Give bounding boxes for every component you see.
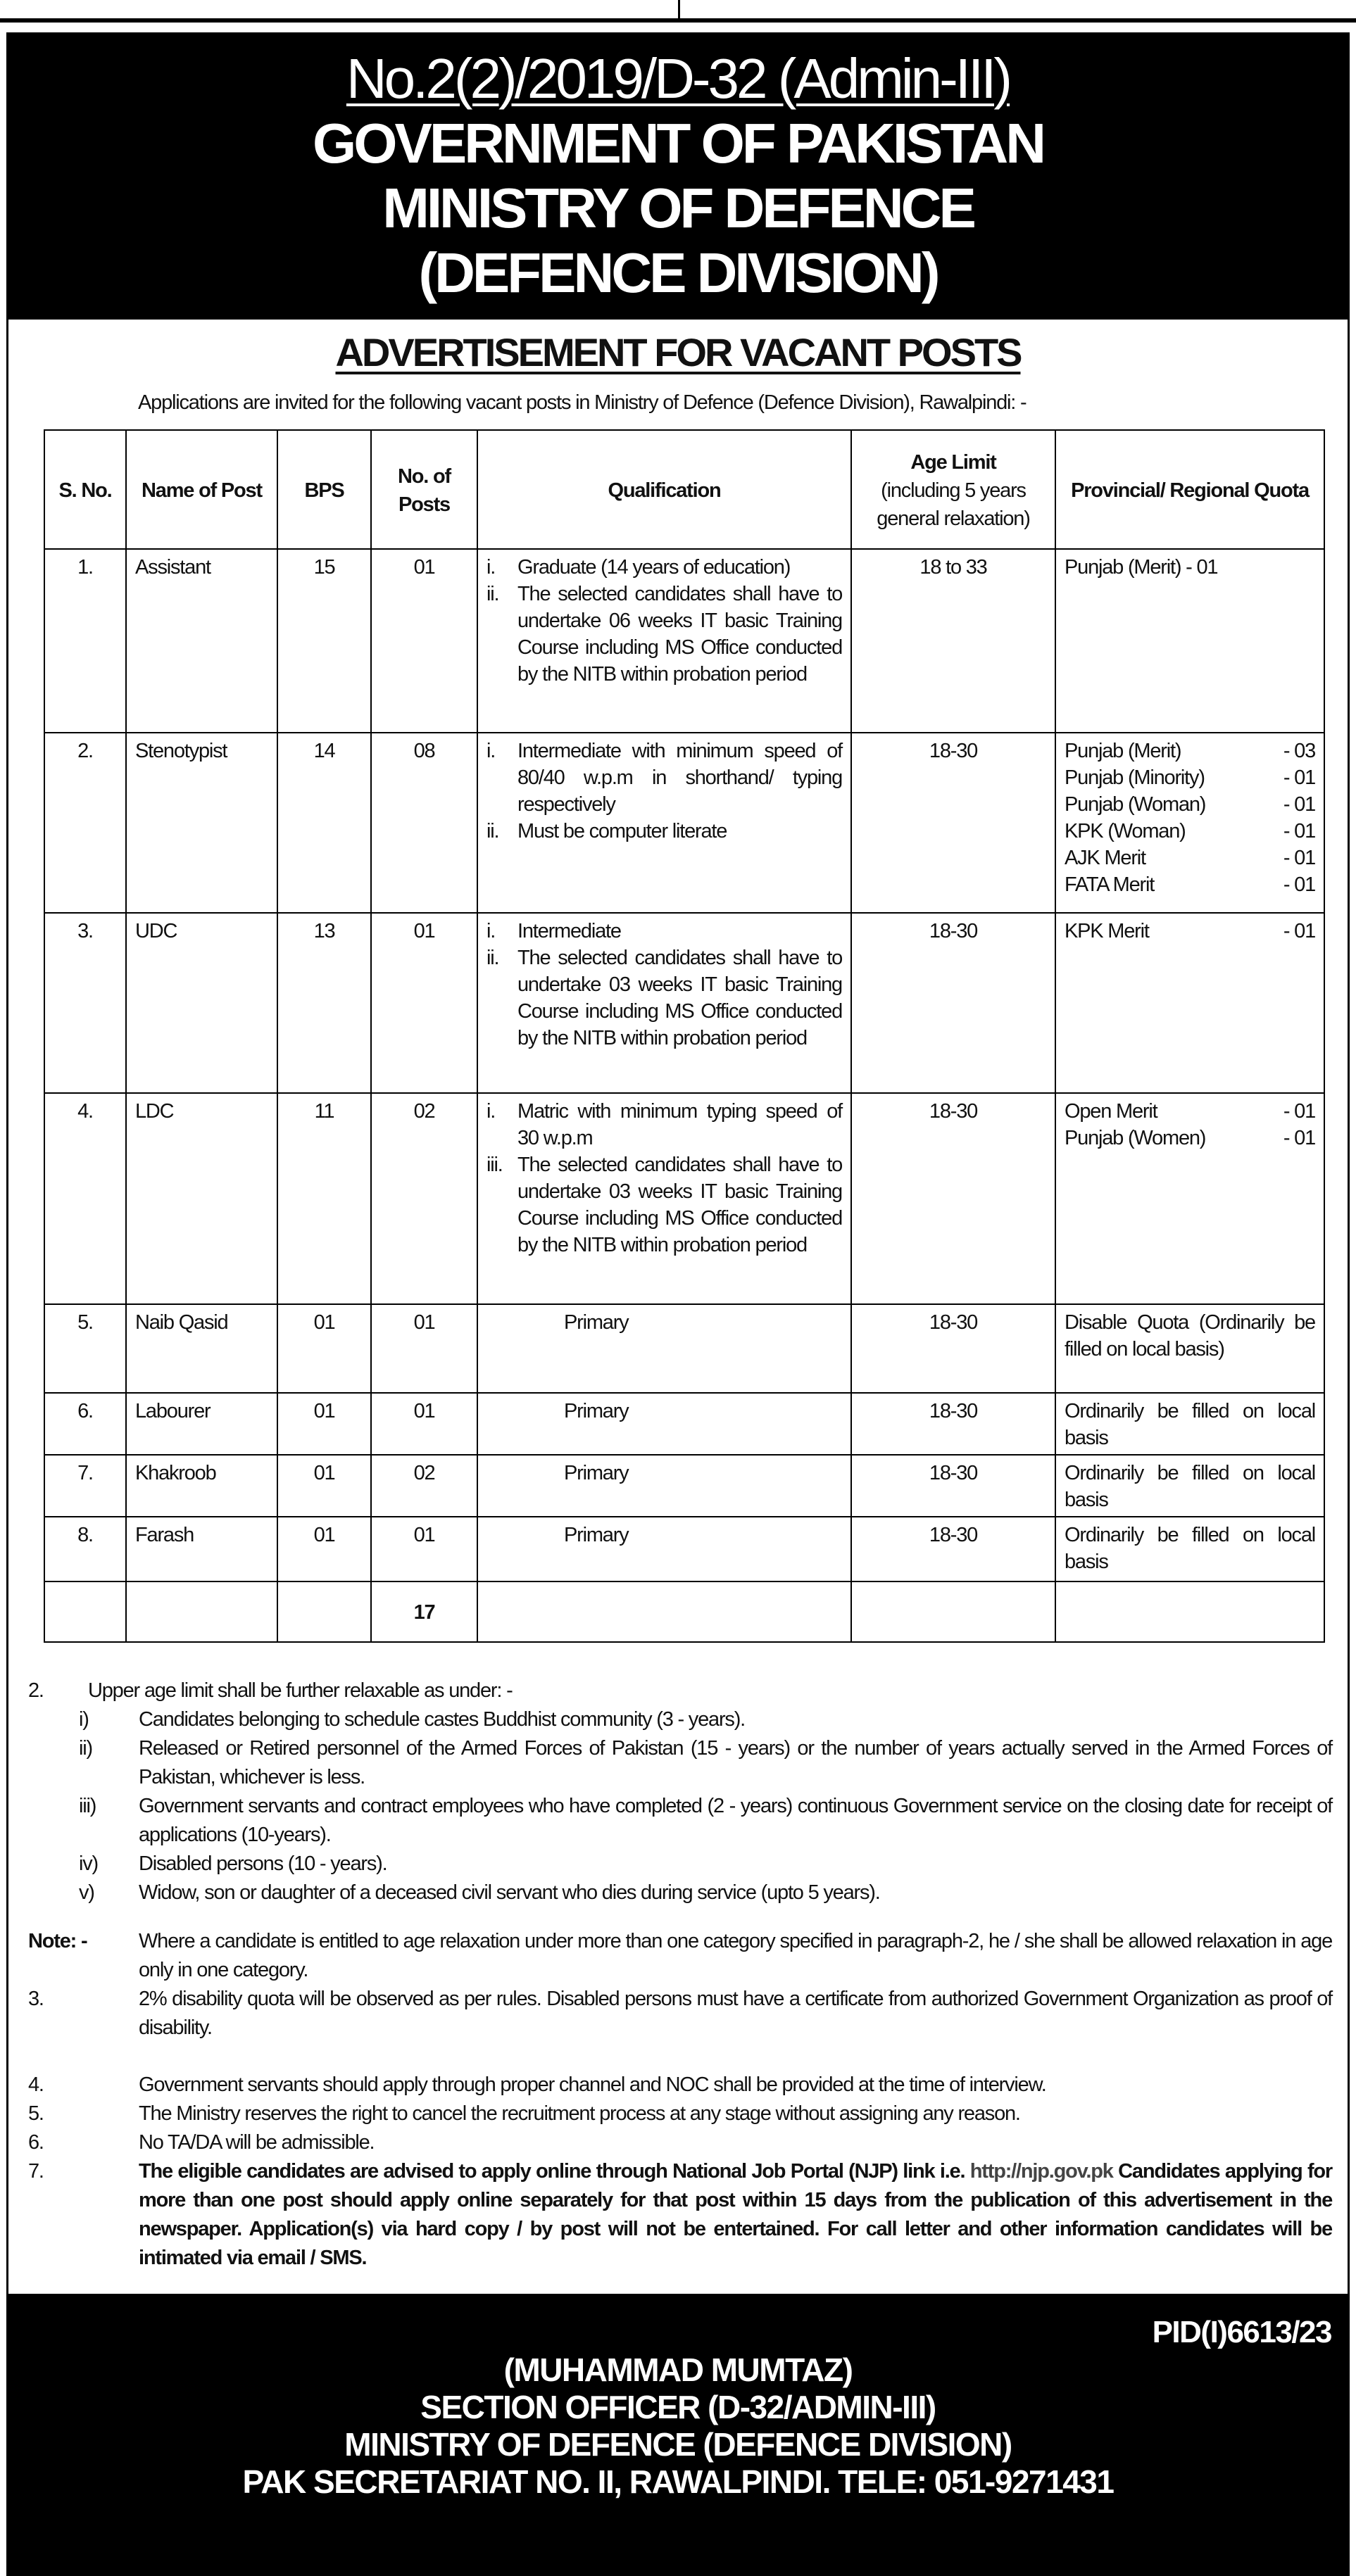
advertisement-page xyxy=(6,0,1350,2576)
cell-qualification xyxy=(477,733,851,913)
paragraph xyxy=(28,2128,1332,2157)
para-7-rest: Candidates applying for more than one post should apply online separately for that post within 15 days from the publication of this advertisement in the newspaper. Application(s) via hard copy / by post will not be entertained. For call letter and other information candidates will be intimated via email / SMS. xyxy=(139,2160,1332,2269)
cell-post-name: Assistant xyxy=(126,549,277,733)
item-text: Widow, son or daughter of a deceased civil servant who dies during service (upto 5 years). xyxy=(139,1881,880,1904)
signatory-address: PAK SECRETARIAT NO. II, RAWALPINDI. TELE: 051-9271431 xyxy=(242,2463,1114,2500)
reference-number: No.2(2)/2019/D-32 (Admin-III) xyxy=(346,47,1010,110)
cell-posts: 08 xyxy=(371,733,477,913)
quota-item xyxy=(1065,918,1315,945)
para-number: 7. xyxy=(28,2160,44,2183)
cell-sno: 3. xyxy=(44,913,126,1093)
cell-quota xyxy=(1055,1517,1324,1581)
quota-count: - 01 xyxy=(1283,820,1315,842)
cell-sno: 4. xyxy=(44,1093,126,1304)
cell-age: 18-30 xyxy=(851,1455,1055,1517)
age-subtitle: (including 5 years general relaxation) xyxy=(877,479,1030,530)
cell-quota xyxy=(1055,1455,1324,1517)
qualification-item xyxy=(486,818,842,845)
cell-posts: 01 xyxy=(371,913,477,1093)
table-row xyxy=(44,733,1324,913)
cell-post-name: Khakroob xyxy=(126,1455,277,1517)
cell-age: 18 to 33 xyxy=(851,549,1055,733)
item-marker: ii. xyxy=(486,583,499,605)
para-text: 2% disability quota will be observed as per rules. Disabled persons must have a certificate from authorized Government Organization as proof of disability. xyxy=(139,1988,1332,2039)
quota-text: Ordinarily be filled on local basis xyxy=(1065,1400,1315,1449)
cell-posts: 01 xyxy=(371,549,477,733)
cell-posts: 01 xyxy=(371,1304,477,1393)
cell-qualification xyxy=(477,1517,851,1581)
empty-cell xyxy=(1055,1581,1324,1642)
cell-quota xyxy=(1055,733,1324,913)
para-text: Upper age limit shall be further relaxable as under: - xyxy=(88,1679,513,1702)
quota-count: - 01 xyxy=(1283,873,1315,896)
item-text: Intermediate xyxy=(517,920,621,942)
item-marker: ii) xyxy=(79,1737,92,1760)
quota-label: FATA Merit xyxy=(1065,873,1155,896)
para-number: 6. xyxy=(28,2131,44,2154)
item-text: Released or Retired personnel of the Armed Forces of Pakistan (15 - years) or the number of years actually served in the Armed Forces of Pakistan, whichever is less. xyxy=(139,1737,1332,1788)
cell-qualification xyxy=(477,1455,851,1517)
cell-quota xyxy=(1055,549,1324,733)
table-row xyxy=(44,1393,1324,1455)
cell-bps: 01 xyxy=(277,1517,371,1581)
paragraph xyxy=(28,2100,1332,2128)
item-marker: v) xyxy=(79,1881,94,1904)
note-label: Note: - xyxy=(28,1930,87,1952)
cell-post-name: Farash xyxy=(126,1517,277,1581)
total-posts: 17 xyxy=(371,1581,477,1642)
signatory-office: MINISTRY OF DEFENCE (DEFENCE DIVISION) xyxy=(344,2426,1012,2463)
col-age xyxy=(851,430,1055,549)
footer-banner xyxy=(6,2294,1350,2576)
quota-label: KPK (Woman) xyxy=(1065,820,1186,842)
cell-age: 18-30 xyxy=(851,1304,1055,1393)
col-sno: S. No. xyxy=(44,430,126,549)
quota-item xyxy=(1065,791,1315,818)
qualification-item xyxy=(486,1098,842,1151)
item-text: Graduate (14 years of education) xyxy=(517,556,791,579)
relaxation-item xyxy=(28,1734,1332,1792)
note-text: Where a candidate is entitled to age relaxation under more than one category specified in paragraph-2, he / she shall be allowed relaxation in age only in one category. xyxy=(139,1930,1332,1981)
qualification-text: Primary xyxy=(564,1524,629,1546)
cell-post-name: Labourer xyxy=(126,1393,277,1455)
qualification-text: Primary xyxy=(564,1462,629,1484)
quota-item xyxy=(1065,818,1315,845)
cell-post-name: Naib Qasid xyxy=(126,1304,277,1393)
qualification-item xyxy=(486,581,842,688)
item-text: The selected candidates shall have to undertake 03 weeks IT basic Training Course including MS Office conducted by the NITB within probation period xyxy=(517,1154,842,1256)
header-ministry: MINISTRY OF DEFENCE xyxy=(382,177,974,239)
cell-post-name: Stenotypist xyxy=(126,733,277,913)
empty-cell xyxy=(126,1581,277,1642)
quota-item xyxy=(1065,845,1315,871)
cell-age: 18-30 xyxy=(851,1093,1055,1304)
cell-bps: 01 xyxy=(277,1393,371,1455)
qualification-item xyxy=(486,1151,842,1258)
table-row xyxy=(44,1093,1324,1304)
table-total-row xyxy=(44,1581,1324,1642)
quota-item xyxy=(1065,1125,1315,1151)
item-marker: i) xyxy=(79,1708,89,1731)
para-number: 3. xyxy=(28,1988,44,2010)
empty-cell xyxy=(277,1581,371,1642)
quota-count: - 01 xyxy=(1283,766,1315,789)
relaxation-item xyxy=(28,1705,1332,1734)
para-number: 5. xyxy=(28,2102,44,2125)
quota-count: - 01 xyxy=(1283,793,1315,816)
cell-qualification xyxy=(477,1393,851,1455)
cell-age: 18-30 xyxy=(851,913,1055,1093)
item-text: Intermediate with minimum speed of 80/40 w.p.m in shorthand/ typing respectively xyxy=(517,740,842,816)
item-text: The selected candidates shall have to undertake 06 weeks IT basic Training Course including MS Office conducted by the NITB within probation period xyxy=(517,583,842,686)
cell-posts: 02 xyxy=(371,1455,477,1517)
quota-item xyxy=(1065,738,1315,764)
col-posts: No. of Posts xyxy=(371,430,477,549)
para-7-lead: The eligible candidates are advised to apply online through National Job Portal (NJP) link i.e. xyxy=(139,2160,965,2183)
col-name: Name of Post xyxy=(126,430,277,549)
pid-number: PID(I)6613/23 xyxy=(1152,2315,1331,2349)
cell-qualification xyxy=(477,1093,851,1304)
qualification-item xyxy=(486,554,842,581)
item-text: Matric with minimum typing speed of 30 w.p.m xyxy=(517,1100,842,1149)
table-row xyxy=(44,913,1324,1093)
table-row xyxy=(44,1517,1324,1581)
quota-label: Punjab (Women) xyxy=(1065,1127,1206,1149)
cell-posts: 01 xyxy=(371,1517,477,1581)
quota-item xyxy=(1065,1098,1315,1125)
item-marker: i. xyxy=(486,920,496,942)
cell-bps: 11 xyxy=(277,1093,371,1304)
item-marker: iii. xyxy=(486,1154,503,1176)
table-header-row xyxy=(44,430,1324,549)
cell-qualification xyxy=(477,549,851,733)
quota-item xyxy=(1065,764,1315,791)
item-marker: i. xyxy=(486,556,496,579)
cell-posts: 02 xyxy=(371,1093,477,1304)
cell-age: 18-30 xyxy=(851,1517,1055,1581)
qualification-text: Primary xyxy=(564,1311,629,1334)
quota-count: - 03 xyxy=(1283,740,1315,762)
quota-label: Punjab (Woman) xyxy=(1065,793,1206,816)
col-bps: BPS xyxy=(277,430,371,549)
quota-item xyxy=(1065,554,1315,581)
relaxation-item xyxy=(28,1792,1332,1850)
signatory-designation: SECTION OFFICER (D-32/ADMIN-III) xyxy=(420,2389,936,2425)
quota-text: Disable Quota (Ordinarily be filled on local basis) xyxy=(1065,1311,1315,1360)
item-text: Disabled persons (10 - years). xyxy=(139,1852,387,1875)
item-text: Candidates belonging to schedule castes Buddhist community (3 - years). xyxy=(139,1708,746,1731)
para-text: No TA/DA will be admissible. xyxy=(139,2131,375,2154)
cell-post-name: UDC xyxy=(126,913,277,1093)
header-government: GOVERNMENT OF PAKISTAN xyxy=(313,112,1043,175)
quota-label: Punjab (Merit) xyxy=(1065,740,1181,762)
cell-post-name: LDC xyxy=(126,1093,277,1304)
cell-quota xyxy=(1055,1393,1324,1455)
cell-quota xyxy=(1055,1093,1324,1304)
qualification-item xyxy=(486,918,842,945)
paras-4-7 xyxy=(28,2071,1332,2273)
item-text: Must be computer literate xyxy=(517,820,727,842)
header-banner xyxy=(6,32,1350,320)
item-text: Government servants and contract employees who have completed (2 - years) continuous Government service on the closing date for receipt of applications (10-years). xyxy=(139,1795,1332,1846)
cell-sno: 7. xyxy=(44,1455,126,1517)
cell-bps: 01 xyxy=(277,1304,371,1393)
page-title: ADVERTISEMENT FOR VACANT POSTS xyxy=(335,330,1021,374)
cell-quota xyxy=(1055,1304,1324,1393)
relaxation-item xyxy=(28,1879,1332,1907)
para-text: The Ministry reserves the right to cancel the recruitment process at any stage without assigning any reason. xyxy=(139,2102,1020,2125)
quota-text: Ordinarily be filled on local basis xyxy=(1065,1462,1315,1511)
table-row xyxy=(44,549,1324,733)
para-number: 2. xyxy=(28,1679,44,1702)
table-row xyxy=(44,1455,1324,1517)
advertisement-frame xyxy=(6,32,1350,2576)
relaxation-item xyxy=(28,1850,1332,1879)
cell-sno: 1. xyxy=(44,549,126,733)
cell-bps: 13 xyxy=(277,913,371,1093)
para-number: 4. xyxy=(28,2073,44,2096)
item-marker: i. xyxy=(486,740,496,762)
cell-bps: 15 xyxy=(277,549,371,733)
cell-age: 18-30 xyxy=(851,733,1055,913)
para-text: Government servants should apply through proper channel and NOC shall be provided at the time of interview. xyxy=(139,2073,1046,2096)
col-quota: Provincial/ Regional Quota xyxy=(1055,430,1324,549)
item-marker: ii. xyxy=(486,947,499,969)
empty-cell xyxy=(44,1581,126,1642)
signatory-name: (MUHAMMAD MUMTAZ) xyxy=(503,2351,853,2388)
cell-bps: 14 xyxy=(277,733,371,913)
quota-count: - 01 xyxy=(1283,1127,1315,1149)
qualification-item xyxy=(486,738,842,818)
note xyxy=(28,1927,1332,2043)
cell-bps: 01 xyxy=(277,1455,371,1517)
qualification-text: Primary xyxy=(564,1400,629,1422)
cell-age: 18-30 xyxy=(851,1393,1055,1455)
table-row xyxy=(44,1304,1324,1393)
cell-sno: 5. xyxy=(44,1304,126,1393)
cell-qualification xyxy=(477,913,851,1093)
empty-cell xyxy=(477,1581,851,1642)
cell-sno: 2. xyxy=(44,733,126,913)
qualification-item xyxy=(486,945,842,1052)
spacer xyxy=(8,2273,1348,2294)
paragraph xyxy=(28,2071,1332,2100)
item-marker: i. xyxy=(486,1100,496,1123)
quota-count: - 01 xyxy=(1283,847,1315,869)
quota-text: Ordinarily be filled on local basis xyxy=(1065,1524,1315,1573)
empty-cell xyxy=(851,1581,1055,1642)
quota-count: - 01 xyxy=(1283,920,1315,942)
quota-item xyxy=(1065,871,1315,898)
cell-qualification xyxy=(477,1304,851,1393)
quota-label: Open Merit xyxy=(1065,1100,1157,1123)
cell-quota xyxy=(1055,913,1324,1093)
cell-sno: 6. xyxy=(44,1393,126,1455)
cell-posts: 01 xyxy=(371,1393,477,1455)
quota-label: Punjab (Merit) - 01 xyxy=(1065,556,1218,579)
quota-count: - 01 xyxy=(1283,1100,1315,1123)
quota-label: Punjab (Minority) xyxy=(1065,766,1205,789)
item-marker: iv) xyxy=(79,1852,99,1875)
para-2 xyxy=(28,1677,1332,1907)
header-division: (DEFENCE DIVISION) xyxy=(418,241,938,304)
age-title: Age Limit xyxy=(910,450,996,474)
cell-sno: 8. xyxy=(44,1517,126,1581)
vacancy-table xyxy=(44,429,1325,1643)
intro-text: Applications are invited for the following vacant posts in Ministry of Defence (Defence Division), Rawalpindi: - xyxy=(138,391,1027,414)
njp-link[interactable]: http://njp.gov.pk xyxy=(969,2160,1113,2183)
col-qualification: Qualification xyxy=(477,430,851,549)
quota-label: KPK Merit xyxy=(1065,920,1149,942)
item-text: The selected candidates shall have to undertake 03 weeks IT basic Training Course including MS Office conducted by the NITB within probation period xyxy=(517,947,842,1049)
item-marker: ii. xyxy=(486,820,499,842)
quota-label: AJK Merit xyxy=(1065,847,1145,869)
para-7-text xyxy=(139,2157,1332,2273)
item-marker: iii) xyxy=(79,1795,96,1817)
